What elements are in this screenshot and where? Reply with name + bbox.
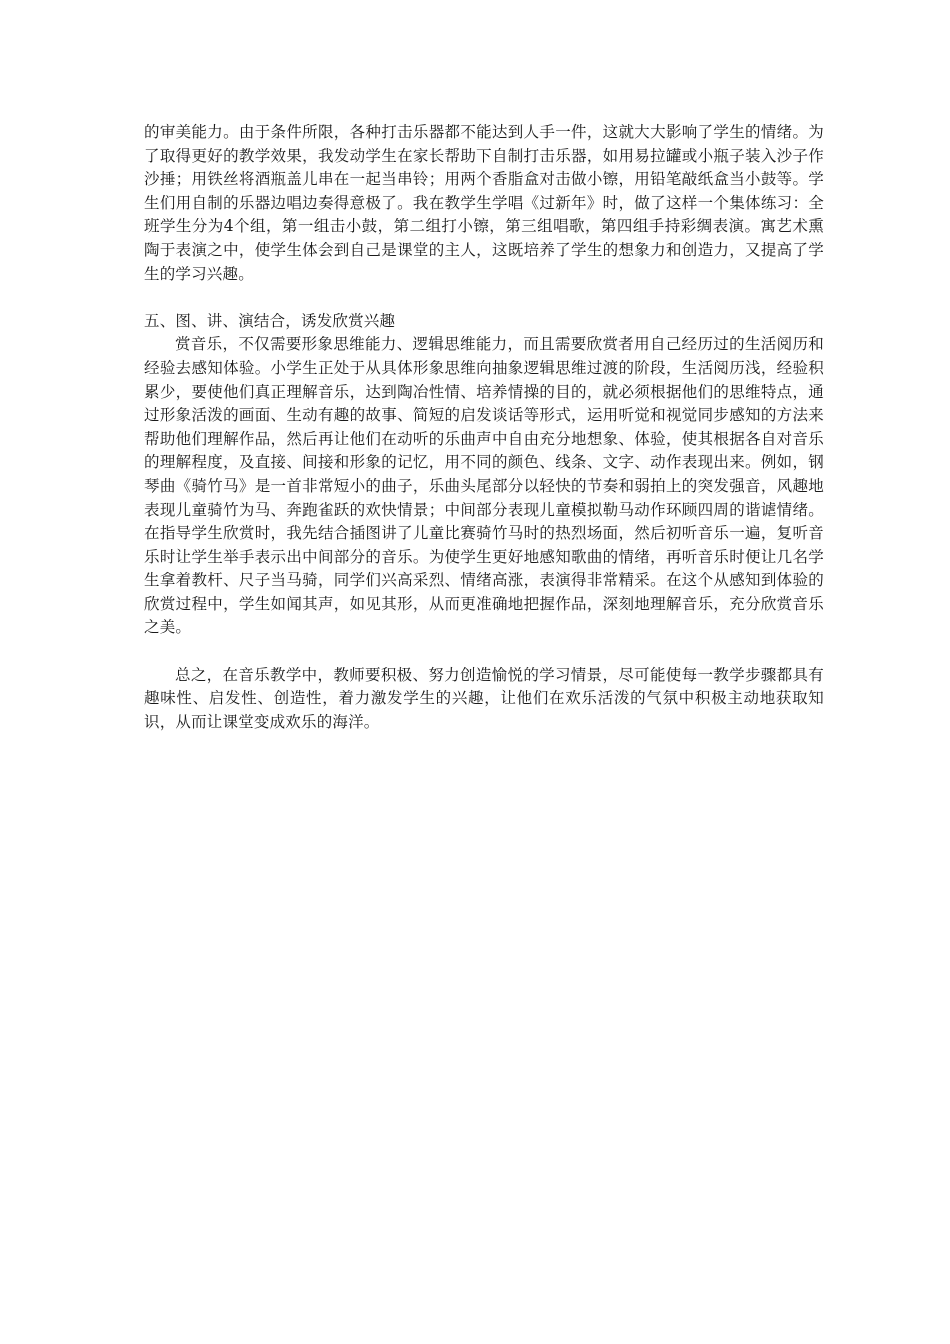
- document-body: [144, 121, 824, 734]
- paragraph-music-instruments: 的审美能力。由于条件所限，各种打击乐器都不能达到人手一件，这就大大影响了学生的情绪。为了取得更好的教学效果，我发动学生在家长帮助下自制打击乐器，如用易拉罐或小瓶子装入沙子作沙捶；用铁丝将酒瓶盖儿串在一起当串铃；用两个香脂盒对击做小镲，用铅笔敲纸盒当小鼓等。学生们用自制的乐器边唱边奏得意极了。我在教学生学唱《过新年》时，做了这样一个集体练习：全班学生分为4个组，第一组击小鼓，第二组打小镲，第三组唱歌，第四组手持彩绸表演。寓艺术熏陶于表演之中，使学生体会到自己是课堂的主人，这既培养了学生的想象力和创造力，又提高了学生的学习兴趣。: [144, 123, 824, 283]
- paragraph-spacer: [144, 640, 824, 664]
- paragraph-conclusion: 总之，在音乐教学中，教师要积极、努力创造愉悦的学习情景，尽可能使每一教学步骤都具有趣味性、启发性、创造性，着力激发学生的兴趣，让他们在欢乐活泼的气氛中积极主动地获取知识，从而让课堂变成欢乐的海洋。: [144, 665, 824, 731]
- paragraph-spacer: [144, 286, 824, 310]
- section-heading: 五、图、讲、演结合，诱发欣赏兴趣: [144, 311, 396, 330]
- paragraph-appreciation: 赏音乐，不仅需要形象思维能力、逻辑思维能力，而且需要欣赏者用自己经历过的生活阅历和经验去感知体验。小学生正处于从具体形象思维向抽象逻辑思维过渡的阶段，生活阅历浅，经验积累少，要使他们真正理解音乐，达到陶冶性情、培养情操的目的，就必须根据他们的思维特点，通过形象活泼的画面、生动有趣的故事、简短的启发谈话等形式，运用听觉和视觉同步感知的方法来帮助他们理解作品，然后再让他们在动听的乐曲声中自由充分地想象、体验，使其根据各自对音乐的理解程度，及直接、间接和形象的记忆，用不同的颜色、线条、文字、动作表现出来。例如，钢琴曲《骑竹马》是一首非常短小的曲子，乐曲头尾部分以轻快的节奏和弱拍上的突发强音，风趣地表现儿童骑竹为马、奔跑雀跃的欢快情景；中间部分表现儿童模拟勒马动作环顾四周的谐谑情绪。在指导学生欣赏时，我先结合插图讲了儿童比赛骑竹马时的热烈场面，然后初听音乐一遍，复听音乐时让学生举手表示出中间部分的音乐。为使学生更好地感知歌曲的情绪，再听音乐时便让几名学生拿着教杆、尺子当马骑，同学们兴高采烈、情绪高涨，表演得非常精采。在这个从感知到体验的欣赏过程中，学生如闻其声，如见其形，从而更准确地把握作品，深刻地理解音乐，充分欣赏音乐之美。: [144, 335, 824, 637]
